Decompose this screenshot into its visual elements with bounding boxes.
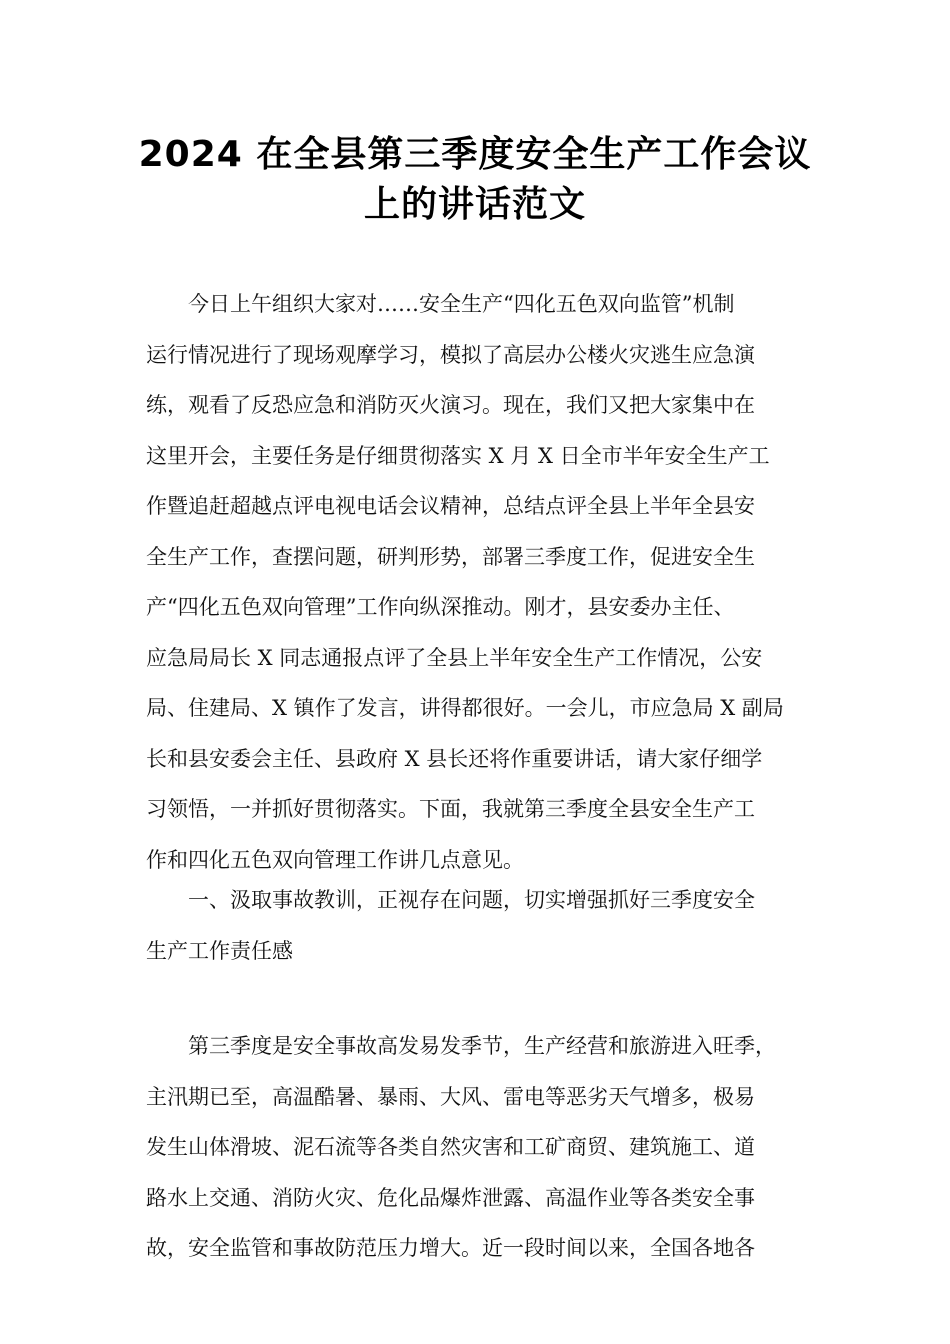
paragraph-line: 练，观看了反恐应急和消防灭火演习。现在，我们又把大家集中在 (146, 393, 755, 417)
section-paragraph (146, 1021, 814, 1274)
paragraph-line: 今日上午组织大家对……安全生产“四化五色双向监管”机制 (188, 292, 735, 316)
paragraph-line: 故，安全监管和事故防范压力增大。近一段时间以来，全国各地各 (146, 1236, 755, 1260)
paragraph-line: 第三季度是安全事故高发易发季节，生产经营和旅游进入旺季， (188, 1034, 776, 1058)
paragraph-line: 习领悟，一并抓好贯彻落实。下面，我就第三季度全县安全生产工 (146, 797, 755, 821)
paragraph-line: 作和四化五色双向管理工作讲几点意见。 (146, 847, 524, 872)
paragraph-line: 产“四化五色双向管理”工作向纵深推动。刚才，县安委办主任、 (146, 595, 735, 619)
paragraph-line: 局、住建局、X 镇作了发言，讲得都很好。一会儿，市应急局 X 副局 (146, 696, 784, 720)
paragraph-line: 路水上交通、消防火灾、危化品爆炸泄露、高温作业等各类安全事 (146, 1185, 755, 1210)
document-title-line-2: 上的讲话范文 (363, 184, 586, 225)
paragraph-line: 运行情况进行了现场观摩学习，模拟了高层办公楼火灾逃生应急演 (146, 342, 755, 367)
paragraph-line: 作暨追赶超越点评电视电话会议精神，总结点评全县上半年全县安 (146, 494, 755, 518)
paragraph-line: 应急局局长 X 同志通报点评了全县上半年安全生产工作情况，公安 (146, 645, 763, 670)
section-heading-1 (146, 875, 814, 976)
heading-line: 生产工作责任感 (146, 938, 293, 963)
heading-line: 一、汲取事故教训，正视存在问题，切实增强抓好三季度安全 (188, 888, 755, 912)
paragraph-line: 全生产工作，查摆问题，研判形势，部署三季度工作，促进安全生 (146, 544, 755, 569)
document-title-line-1: 2024 在全县第三季度安全生产工作会议 (138, 134, 812, 175)
paragraph-line: 这里开会，主要任务是仔细贯彻落实 X 月 X 日全市半年安全生产工 (146, 443, 770, 468)
paragraph-line: 发生山体滑坡、泥石流等各类自然灾害和工矿商贸、建筑施工、道 (146, 1135, 755, 1159)
paragraph-line: 主汛期已至，高温酷暑、暴雨、大风、雷电等恶劣天气增多，极易 (146, 1084, 755, 1109)
intro-paragraph (146, 279, 814, 885)
paragraph-line: 长和县安委会主任、县政府 X 县长还将作重要讲话，请大家仔细学 (146, 746, 763, 771)
